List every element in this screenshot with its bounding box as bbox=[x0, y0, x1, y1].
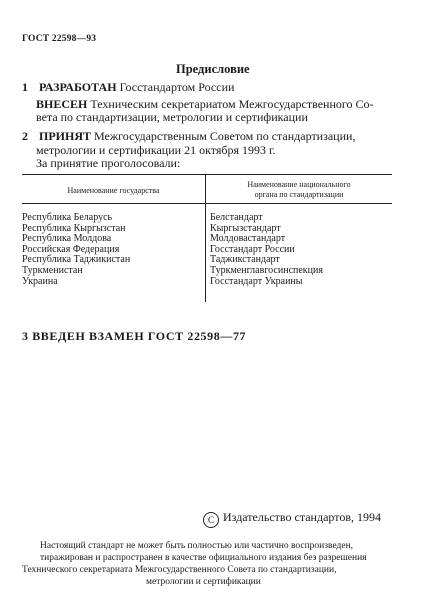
adopted-label: ПРИНЯТ bbox=[39, 129, 92, 143]
footer-line1: Настоящий стандарт не может быть полностью или частично воспроизведен, bbox=[40, 541, 354, 551]
table-cell-body: Госстандарт Украины bbox=[210, 275, 303, 287]
voted-text: За принятие проголосовали: bbox=[36, 156, 181, 170]
preface-title: Предисловие bbox=[176, 62, 250, 76]
section-2-adopted bbox=[22, 129, 355, 143]
table-cell-state: Российская Федерация bbox=[22, 243, 120, 255]
introduced-label: ВНЕСЕН bbox=[36, 97, 88, 111]
table-cell-state: Республика Кыргызстан bbox=[22, 222, 126, 234]
section-2-number: 2 bbox=[22, 129, 28, 143]
table-row bbox=[22, 277, 58, 288]
table-cell-body: Кыргызстандарт bbox=[210, 222, 281, 234]
section-1-introduced bbox=[36, 97, 374, 111]
introduced-text-line2: вета по стандартизации, метрологии и сертификации bbox=[36, 110, 308, 124]
copyright-text: Издательство стандартов, 1994 bbox=[223, 510, 381, 524]
developed-text: Госстандартом России bbox=[119, 80, 235, 94]
table-header-body-line2: органа по стандартизации bbox=[254, 190, 344, 199]
table-header-state: Наименование государства bbox=[67, 186, 160, 195]
table-cell-body: Таджикстандарт bbox=[210, 254, 280, 266]
table-cell-body: Белстандарт bbox=[210, 212, 263, 223]
table-cell-body: Госстандарт России bbox=[210, 243, 295, 255]
copyright-icon: C bbox=[203, 512, 219, 528]
table-header-rule bbox=[22, 203, 392, 204]
table-top-rule bbox=[22, 174, 392, 175]
footer-line4: метрологии и сертификации bbox=[146, 577, 261, 587]
developed-label: РАЗРАБОТАН bbox=[39, 80, 117, 94]
table-cell-state: Туркменистан bbox=[22, 265, 83, 276]
adopted-text-line2: метрологии и сертификации 21 октября 1993 г. bbox=[36, 143, 276, 157]
section-3-replaced: 3 ВВЕДЕН ВЗАМЕН ГОСТ 22598—77 bbox=[22, 329, 247, 343]
adopted-text-line1: Межгосударственным Советом по стандартизации, bbox=[94, 129, 356, 143]
section-1-number: 1 bbox=[22, 80, 28, 94]
footer-line2: тиражирован и распространен в качестве официального издания без разрешения bbox=[40, 553, 367, 563]
introduced-text-line1: Техническим секретариатом Межгосударственного Со- bbox=[90, 97, 374, 111]
table-cell-body: Молдовастандарт bbox=[210, 233, 286, 245]
section-1-developed bbox=[22, 80, 234, 94]
table-header-body-line1: Наименование национального bbox=[247, 180, 351, 189]
table-cell-state: Республика Таджикистан bbox=[22, 254, 131, 266]
table-cell-body: Туркменглавгосинспекция bbox=[210, 265, 323, 276]
table-cell-state: Республика Беларусь bbox=[22, 212, 113, 223]
document-code: ГОСТ 22598—93 bbox=[22, 34, 97, 44]
table-cell-state: Республика Молдова bbox=[22, 233, 112, 245]
footer-line3: Технического секретариата Межгосударственного Совета по стандартизации, bbox=[22, 565, 337, 575]
copyright-line bbox=[203, 510, 381, 528]
table-cell-state: Украина bbox=[22, 275, 58, 287]
